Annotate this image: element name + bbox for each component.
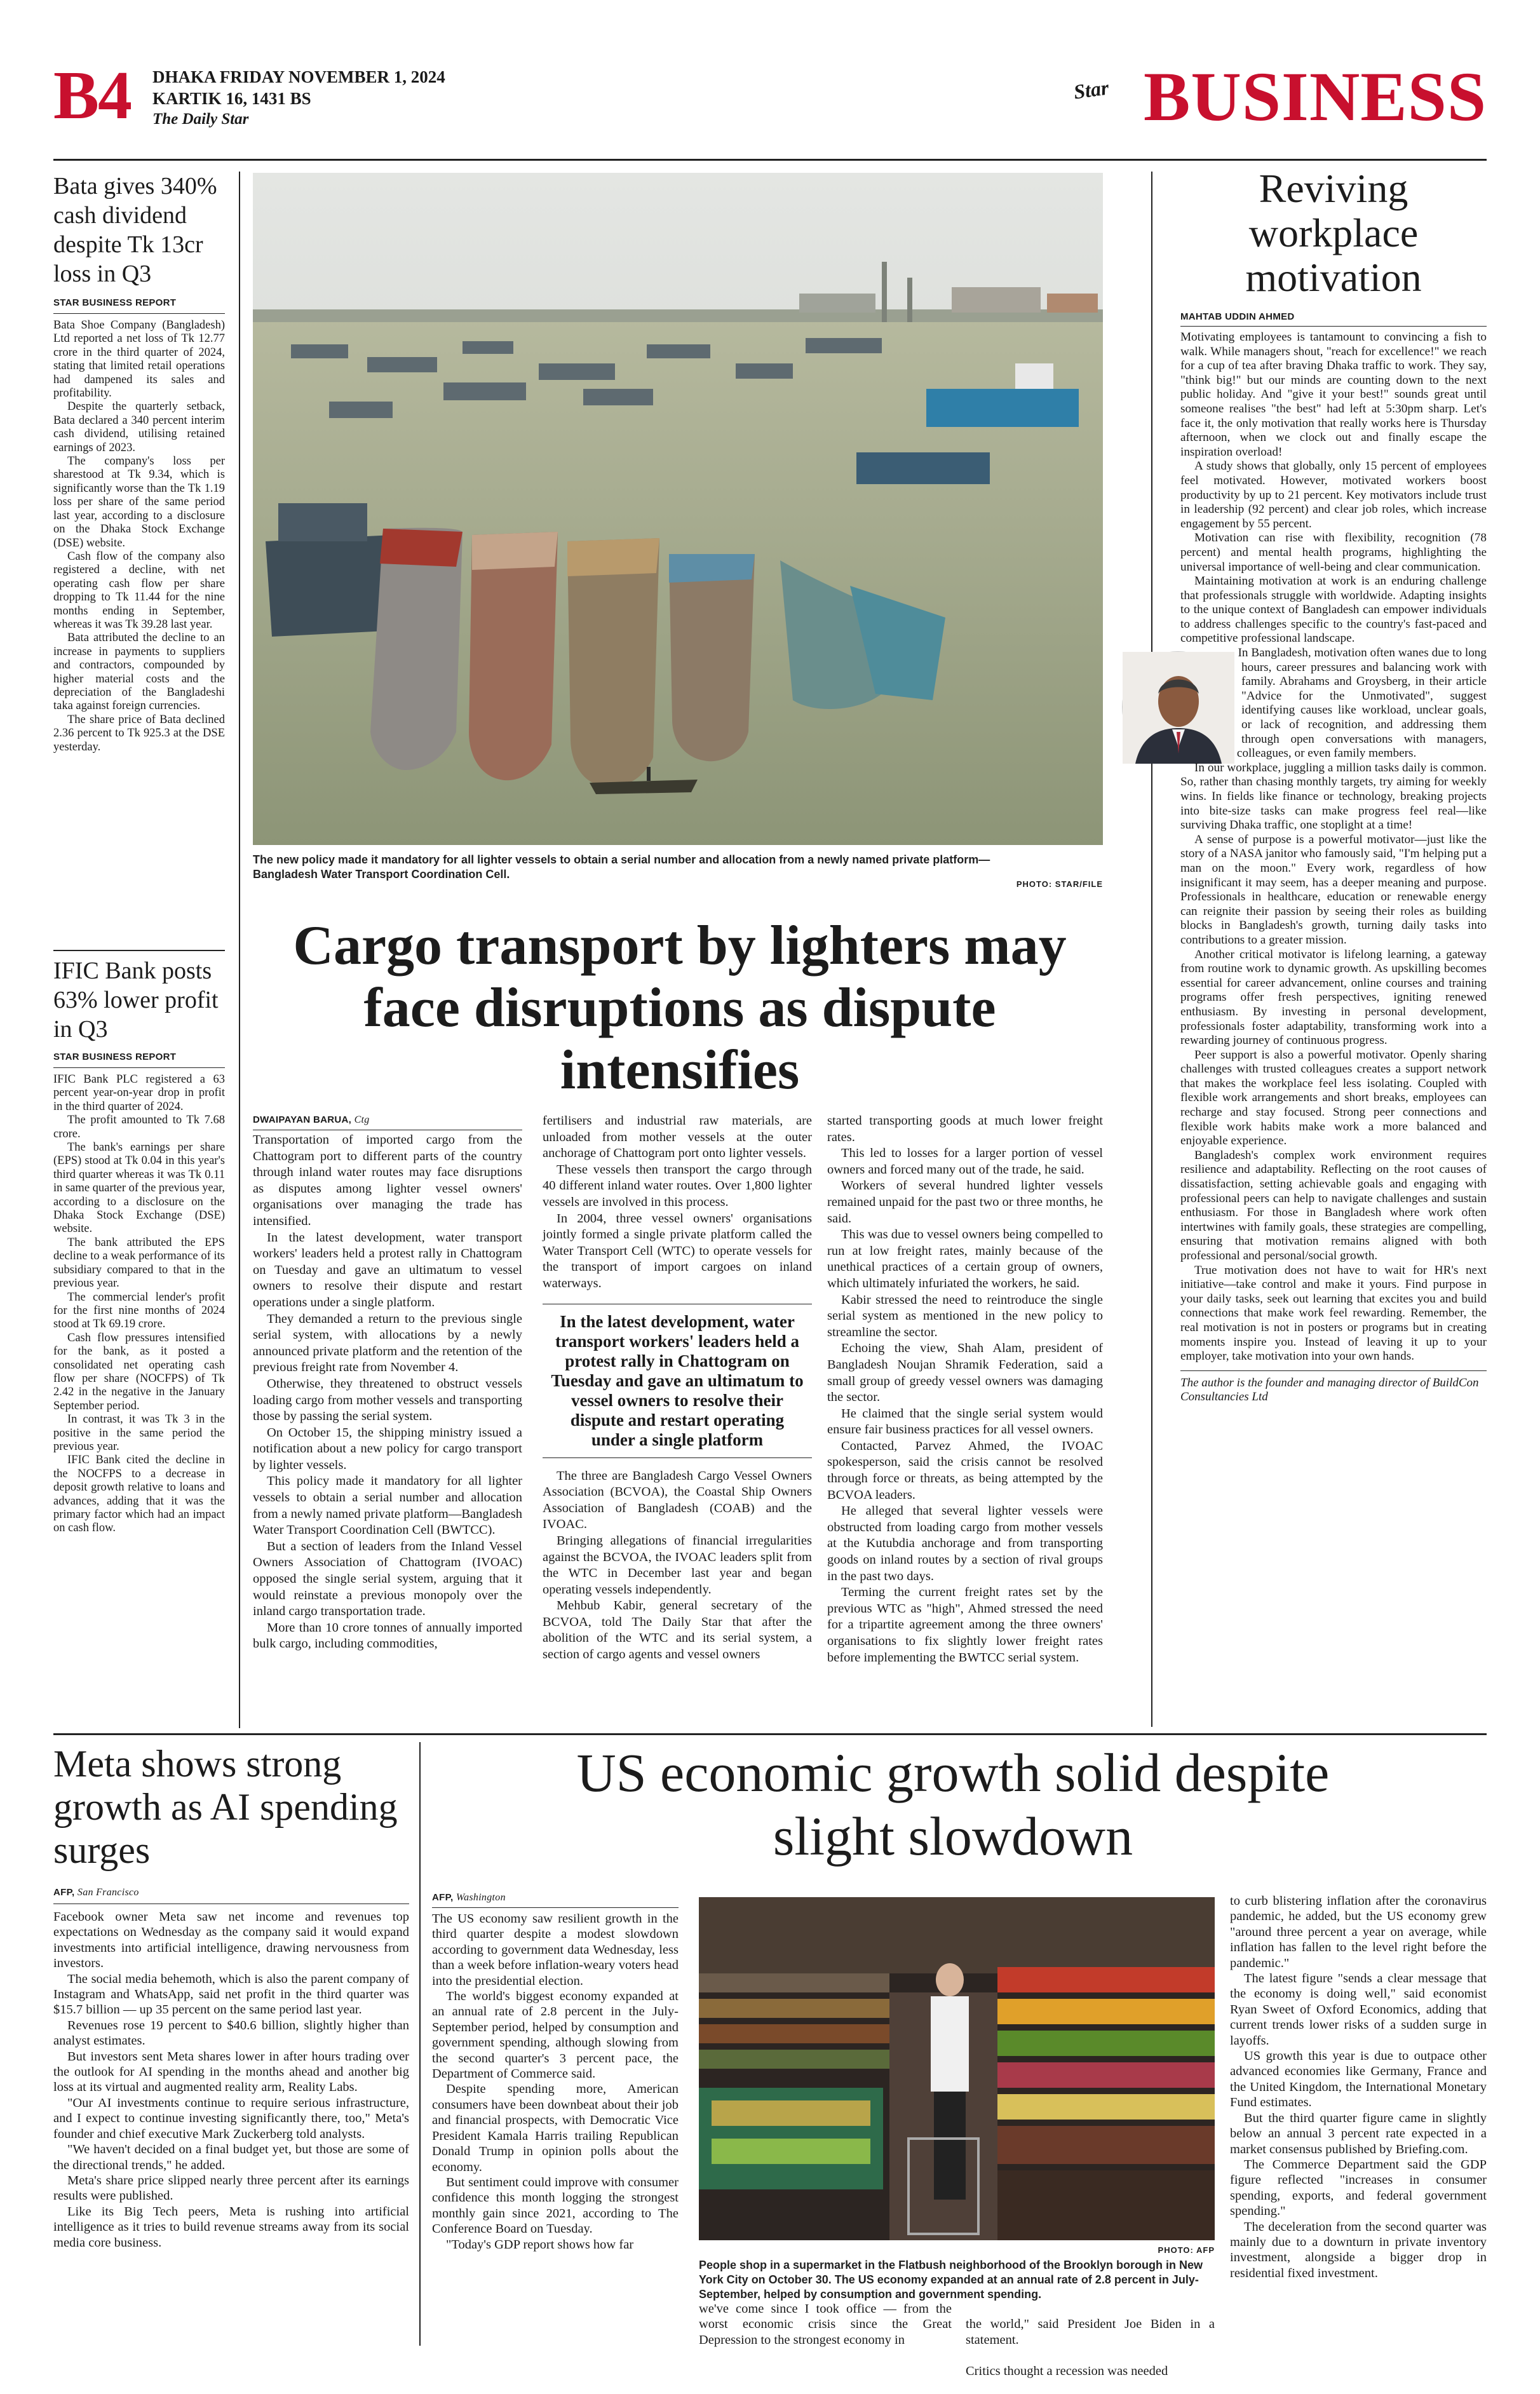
us-economy-byline-name: AFP, — [432, 1892, 454, 1903]
cargo-photo-credit: PHOTO: STAR/FILE — [1016, 879, 1103, 889]
us-economy-col-1 — [432, 1911, 679, 2252]
paragraph: The commercial lender's profit for the first nine months of 2024 stood at Tk 69.19 crore. — [53, 1290, 225, 1331]
paragraph: But a section of leaders from the Inland Vessel Owners Association of Chattogram (IVOAC) opposed the single serial system, arguing that it would reinstate a previous monopoly over the inland cargo transportation trade. — [253, 1539, 522, 1619]
paragraph: A study shows that globally, only 15 percent of employees feel motivated. However, motivated workers boost productivity by up to 21 percent. Key motivators include trust in leadership (92 percent) and clear job roles, which increase engagement by 55 percent. — [1180, 459, 1487, 531]
paragraph: the world," said President Joe Biden in a statement. Critics thought a recession was needed — [966, 2317, 1215, 2378]
cargo-col-3 — [827, 1113, 1103, 1666]
paragraph: "We haven't decided on a final budget yet, but those are some of the directional trends," he added. — [53, 2142, 409, 2172]
paragraph: The Commerce Department said the GDP figure reflected "increases in consumer spending, exports, and federal government spending." — [1230, 2157, 1487, 2219]
ific-body — [53, 1073, 225, 1536]
paragraph: In our workplace, juggling a million tasks daily is common. So, rather than chasing monthly targets, try aiming for weekly wins. In fields like finance or technology, breaking projects into bite-size tasks can make progress feel real—like surviving Dhaka traffic, one stoplight at a time! — [1180, 761, 1487, 832]
meta-byline — [53, 1887, 409, 1898]
paragraph: Like its Big Tech peers, Meta is rushing into artificial intelligence as it tries to build revenue streams away from its social media core business. — [53, 2204, 409, 2250]
cargo-photo — [253, 173, 1103, 845]
supermarket-photo-caption: People shop in a supermarket in the Flatbush neighborhood of the Brooklyn borough in New York City on October 30. The US economy expanded at an annual rate of 2.8 percent in July-September, helped by consumption and government spending. — [699, 2259, 1203, 2301]
paragraph: The bank attributed the EPS decline to a weak performance of its subsidiary compared to that in the previous year. — [53, 1236, 225, 1290]
us-economy-headline: US economic growth solid despite slight slowdown — [576, 1742, 1330, 1867]
paragraph: Motivation can rise with flexibility, recognition (78 percent) and mental health programs, highlighting the universal importance of well-being and clear communication. — [1180, 531, 1487, 574]
paragraph: IFIC Bank PLC registered a 63 percent year-on-year drop in profit in the third quarter of 2024. — [53, 1073, 225, 1113]
meta-byline-place: San Francisco — [77, 1887, 139, 1898]
supermarket-illustration — [699, 1897, 1215, 2240]
paragraph: He claimed that the single serial system would ensure fair business practices for all vessel owners. — [827, 1406, 1103, 1437]
author-photo — [1122, 651, 1234, 763]
paragraph: "Today's GDP report shows how far — [446, 2237, 634, 2252]
bata-byline: STAR BUSINESS REPORT — [53, 297, 177, 308]
paragraph: In Bangladesh, motivation often wanes due to long hours, career pressures and balancing work with family. Abrahams and Groysberg, in their article "Advice for the Unmotivated", suggest identifying causes like workload, unclear goals, or lack of recognition, and addressing them through open conversations with managers, colleagues, or even family members. — [1236, 646, 1487, 761]
bangla-date: KARTIK 16, 1431 BS — [152, 89, 311, 108]
paragraph: IFIC Bank cited the decline in the NOCFPS to a decrease in deposit growth relative to loans and advances, adding that it was the primary factor which had an impact on cash flow. — [53, 1454, 225, 1535]
paragraph: He alleged that several lighter vessels were obstructed from loading cargo from mother vessels at the Kutubdia anchorage and from transporting goods on inland routes by a section of rival groups in the past two days. — [827, 1504, 1103, 1583]
cargo-headline: Cargo transport by lighters may face disruptions as dispute intensifies — [293, 915, 1067, 1101]
paragraph: Cash flow pressures intensified for the bank, as it posted a consolidated net operating cash flow per share (NOCFPS) of Tk 2.42 in the negative in the January September period. — [53, 1331, 225, 1412]
paragraph: A sense of purpose is a powerful motivator—just like the story of a NASA janitor who famously said, "I'm helping put a man on the moon." Every work, regardless of how insignificant it may seem, has a deeper meaning and purpose. Professionals in healthcare, education or renewable energy can reignite their passion by seeing their roles as building blocks in Bangladesh's growth, turning daily tasks into contributions to a greater mission. — [1180, 832, 1487, 947]
paragraph: The company's loss per sharestood at Tk 9.34, which is significantly worse than the Tk 1.19 loss per share of the same period last year, according to a disclosure on the Dhaka Stock Exchange (DSE) website. — [53, 455, 225, 550]
paragraph: The social media behemoth, which is also the parent company of Instagram and WhatsApp, said net profit in the third quarter was $15.7 billion — up 35 percent on the same period last year. — [53, 1971, 409, 2017]
us-economy-col-2 — [699, 2301, 952, 2348]
paragraph: Facebook owner Meta saw net income and revenues top expectations on Wednesday as the company said it would expand investments into artificial intelligence, drawing nervousness from investors. — [53, 1910, 409, 1971]
cargo-caption-block — [253, 853, 1103, 889]
paragraph: Bata Shoe Company (Bangladesh) Ltd reported a net loss of Tk 12.77 crore in the third quarter of 2024, stating that limited retail operations had dampened its sales and profitability. — [53, 319, 225, 400]
paragraph: But sentiment could improve with consumer confidence this month logging the strongest monthly gain since 2021, according to The Conference Board on Tuesday. — [432, 2175, 679, 2236]
supermarket-photo — [699, 1897, 1215, 2240]
paragraph: Bangladesh's complex work environment requires resilience and adaptability. Reflecting on the root causes of dissatisfaction, setting achievable goals and engaging with professional peers can help to navigate challenges and sustain enthusiasm. For those in Bangladesh where work often intertwines with family goals, these strategies are compelling, ensuring that motivation remains aligned with both professional and personal/social growth. — [1180, 1148, 1487, 1262]
paragraph: Bata attributed the decline to an increase in payments to suppliers and contractors, compounded by higher material costs and the depreciation of the Bangladeshi taka against foreign currencies. — [53, 632, 225, 713]
motivation-story — [1180, 166, 1487, 1404]
divider — [53, 950, 225, 951]
paragraph: Echoing the view, Shah Alam, president of Bangladesh Noujan Shramik Federation, said a small group of greedy vessel owners was damaging the sector. — [827, 1341, 1103, 1405]
paragraph: The world's biggest economy expanded at an annual rate of 2.8 percent in the July-September period, helped by consumption and government spending, although slowing from the second quarter's 3 percent pace, the Department of Commerce said. — [432, 1989, 679, 2081]
paragraph: The profit amounted to Tk 7.68 crore. — [53, 1114, 225, 1140]
section-title: BUSINESS — [1144, 58, 1487, 135]
ific-headline: IFIC Bank posts 63% lower profit in Q3 — [53, 957, 219, 1043]
paragraph: The share price of Bata declined 2.36 percent to Tk 925.3 at the DSE yesterday. — [53, 713, 225, 754]
paragraph: Despite spending more, American consumers have been downbeat about their job and financial prospects, with Democratic Vice President Kamala Harris trailing Republican Donald Trump in opinion polls about the economy. — [432, 2082, 679, 2174]
paragraph: we've come since I took office — from the worst economic crisis since the Great Depression to the strongest economy in — [699, 2302, 952, 2347]
meta-headline: Meta shows strong growth as AI spending surges — [53, 1743, 398, 1871]
us-economy-col-3 — [966, 2301, 1215, 2394]
paragraph: These vessels then transport the cargo through 40 different inland water routes. Over 1,800 lighter vessels are involved in this process. — [543, 1162, 812, 1209]
paragraph: The bank's earnings per share (EPS) stood at Tk 0.04 in this year's third quarter whereas it was Tk 0.11 in same quarter of the previous year, according to a disclosure on the Dhaka Stock Exchange (DSE) website. — [53, 1141, 225, 1236]
paragraph: Peer support is also a powerful motivator. Openly sharing challenges with trusted colleagues creates a support network that makes the workplace feel less isolating. Coupled with flexible work arrangements and short breaks, employees can recharge and stay focused. Strong peer connections and flexible work habits make work a more balanced and enjoyable experience. — [1180, 1048, 1487, 1148]
paragraph: Another critical motivator is lifelong learning, a gateway from routine work to dynamic growth. As upskilling becomes essential for career advancement, online courses and training programs offer fresh perspectives, igniting renewed enthusiasm. By investing in personal development, professionals foster adaptability, transforming work into a rewarding journey of continuous progress. — [1180, 947, 1487, 1048]
header-rule — [53, 159, 1487, 161]
paragraph: Meta's share price slipped nearly three percent after its earnings results were published. — [53, 2173, 409, 2203]
paragraph: Terming the current freight rates set by the previous WTC as "high", Ahmed stressed the need for a tripartite agreement among the three owners' organisations to fix slightly lower freight rates before implementing the BWTCC serial system. — [827, 1585, 1103, 1665]
river-vessels-illustration — [253, 173, 1103, 845]
ific-story — [53, 956, 225, 1536]
cargo-byline — [253, 1114, 443, 1126]
paragraph: In 2004, three vessel owners' organisations jointly formed a single private platform called the Water Transport Cell (WTC) to operate vessels for the transport of import cargoes on inland waterways. — [543, 1211, 812, 1290]
paragraph: In the latest development, water transport workers' leaders held a protest rally in Chattogram on Tuesday and gave an ultimatum to vessel owners to resolve their dispute and restart operations under a single platform. — [253, 1230, 522, 1309]
column-rule — [419, 1742, 421, 2346]
cargo-col-1 — [253, 1132, 522, 1653]
cargo-pullquote: In the latest development, water transport workers' leaders held a protest rally in Chattogram on Tuesday and gave an ultimatum to vessel owners to resolve their dispute and restart operating under a single platform — [551, 1311, 804, 1449]
page-number: B4 — [53, 58, 132, 133]
paragraph: This policy made it mandatory for all lighter vessels to obtain a serial number and allocation from a newly named private platform—Bangladesh Water Transport Coordination Cell (BWTCC). — [253, 1474, 522, 1538]
ific-byline: STAR BUSINESS REPORT — [53, 1052, 177, 1062]
paragraph: Revenues rose 19 percent to $40.6 billion, slightly higher than analyst estimates. — [53, 2018, 409, 2048]
paragraph: The three are Bangladesh Cargo Vessel Owners Association (BCVOA), the Coastal Ship Owners Association of Bangladesh (COAB) and the IVOAC. — [543, 1468, 812, 1532]
paragraph: More than 10 crore tonnes of annually imported bulk cargo, including commodities, — [253, 1620, 522, 1651]
paragraph: fertilisers and industrial raw materials, are unloaded from mother vessels at the outer anchorage of Chattogram port onto lighter vessels. — [543, 1114, 812, 1161]
paragraph: They demanded a return to the previous single serial system, with allocations by a newly announced private platform and the retention of the previous freight rate from November 4. — [253, 1311, 522, 1375]
paragraph: In contrast, it was Tk 3 in the positive in the same period the previous year. — [53, 1413, 225, 1453]
motivation-body — [1180, 330, 1487, 1364]
cargo-photo-caption: The new policy made it mandatory for all lighter vessels to obtain a serial number and allocation from a newly named private platform—Bangladesh Water Transport Coordination Cell. — [253, 853, 990, 881]
paragraph: to curb blistering inflation after the coronavirus pandemic, he added, but the US economy grew "around three percent a year on average, while inflation has fallen to the level right before the pandemic." — [1230, 1894, 1487, 1970]
paragraph: Bringing allegations of financial irregularities against the BCVOA, the IVOAC leaders split from the WTC in December last year and began operating vessels independently. — [543, 1533, 812, 1597]
paragraph: Motivating employees is tantamount to convincing a fish to walk. While managers shout, "reach for excellence!" we reach for a cup of tea after braving Dhaka traffic to work. They say, "think big!" but our minds are counting down to the next public holiday. And "give it your best!" sounds great until someone realises "the best" had left at 5:30pm sharp. Let's face it, the only motivation that really works here is Thursday afternoon, when we clock out and finally escape the inspiration overload! — [1180, 330, 1487, 459]
cargo-byline-name: DWAIPAYAN BARUA, — [253, 1114, 352, 1125]
paragraph: Contacted, Parvez Ahmed, the IVOAC spokesperson, said the crisis cannot be resolved through force or threats, as being attempted by the BCVOA leaders. — [827, 1438, 1103, 1502]
paragraph: Otherwise, they threatened to obstruct vessels loading cargo from mother vessels and transporting those by passing the serial system. — [253, 1376, 522, 1424]
paper-name: The Daily Star — [152, 111, 249, 128]
bata-body — [53, 319, 225, 754]
paragraph: Transportation of imported cargo from the Chattogram port to different parts of the country through inland water routes may face disruptions as disputes among lighter vessel owners' organisations over managing the trade has intensified. — [253, 1133, 522, 1228]
paragraph: Kabir stressed the need to reintroduce the single serial system as mentioned in the new policy to streamline the sector. — [827, 1292, 1103, 1339]
cargo-byline-place: Ctg — [354, 1114, 370, 1125]
paragraph: Despite the quarterly setback, Bata declared a 340 percent interim cash dividend, utilising retained earnings of 2023. — [53, 400, 225, 454]
paragraph: But the third quarter figure came in slightly below an annual 3 percent rate expected in a market consensus published by Briefing.com. — [1230, 2111, 1487, 2156]
motivation-byline: MAHTAB UDDIN AHMED — [1180, 311, 1295, 322]
paragraph: The latest figure "sends a clear message that the economy is doing well," said economist Ryan Sweet of Oxford Economics, adding that current trends lower risks of a sudden surge in layoffs. — [1230, 1971, 1487, 2048]
us-economy-col-4 — [1230, 1893, 1487, 2281]
meta-body — [53, 1909, 409, 2250]
paragraph: Workers of several hundred lighter vessels remained unpaid for the past two or three months, he said. — [827, 1179, 1103, 1226]
paragraph: This led to losses for a larger portion of vessel owners and forced many out of the trade, he said. — [827, 1146, 1103, 1177]
paragraph: "Our AI investments continue to require serious infrastructure, and I expect to continue investing significantly there, too," Meta's founder and chief executive Mark Zuckerberg told analysts. — [53, 2095, 409, 2141]
supermarket-photo-credit: PHOTO: AFP — [1158, 2245, 1215, 2255]
paragraph: Cash flow of the company also registered a decline, with net operating cash flow per share dropping to Tk 11.44 for the nine months ending in September, whereas it was Tk 39.28 last year. — [53, 550, 225, 631]
paragraph: The US economy saw resilient growth in the third quarter despite a modest slowdown according to government data Wednesday, less than a week before inflation-weary voters head into the presidential election. — [432, 1912, 679, 1988]
paragraph: This was due to vessel owners being compelled to run at low freight rates, mainly because of the unethical practices of a certain group of owners, which ultimately infuriated the workers, he said. — [827, 1227, 1103, 1290]
paragraph: But investors sent Meta shares lower in after hours trading over the outlook for AI spending in the months ahead and another big loss at its virtual and augmented reality arm, Reality Labs. — [53, 2049, 409, 2095]
paragraph: The deceleration from the second quarter was mainly due to a downturn in private inventory investment, alongside a bigger drop in residential fixed investment. — [1230, 2219, 1487, 2280]
us-economy-byline — [432, 1892, 686, 1904]
dateline: DHAKA FRIDAY NOVEMBER 1, 2024 — [152, 67, 445, 86]
column-rule — [1151, 172, 1152, 1727]
us-economy-byline-place: Washington — [456, 1892, 506, 1903]
author-portrait-illustration — [1123, 652, 1234, 764]
cargo-col-2 — [543, 1113, 812, 1663]
divider — [53, 1733, 1487, 1735]
column-rule — [239, 172, 240, 1728]
section-logo: Star — [1072, 76, 1111, 104]
paragraph: started transporting goods at much lower freight rates. — [827, 1114, 1103, 1144]
paragraph: Mehbub Kabir, general secretary of the BCVOA, told The Daily Star that after the abolition of the WTC and its serial system, a section of cargo agents and vessel owners — [543, 1599, 812, 1662]
paragraph: On October 15, the shipping ministry issued a notification about a new policy for cargo transport by lighter vessels. — [253, 1425, 522, 1472]
page-header — [53, 58, 1487, 156]
motivation-headline: Reviving workplace motivation — [1245, 166, 1422, 300]
motivation-author-note: The author is the founder and managing director of BuildCon Consultancies Ltd — [1180, 1376, 1479, 1403]
bata-headline: Bata gives 340% cash dividend despite Tk 13cr loss in Q3 — [53, 173, 217, 287]
meta-byline-name: AFP, — [53, 1887, 75, 1898]
bata-story — [53, 172, 225, 754]
paragraph: US growth this year is due to outpace other advanced economies like Germany, France and the United Kingdom, the International Monetary Fund estimates. — [1230, 2049, 1487, 2110]
meta-story — [53, 1742, 409, 2250]
paragraph: Maintaining motivation at work is an enduring challenge that professionals struggle with worldwide. Adapting insights to the unique context of Bangladesh can empower individuals to address challenges specific to the country's fast-paced and competitive professional landscape. — [1180, 574, 1487, 646]
paragraph: True motivation does not have to wait for HR's next initiative—take control and make it yours. Find purpose in your daily tasks, seek out learning that excites you and build connections that make work feel rewarding. Remember, the real motivation is not in posters or programs but in creating moments inspire you. Instead of leaving it up to your employer, take motivation into your own hands. — [1180, 1263, 1487, 1363]
